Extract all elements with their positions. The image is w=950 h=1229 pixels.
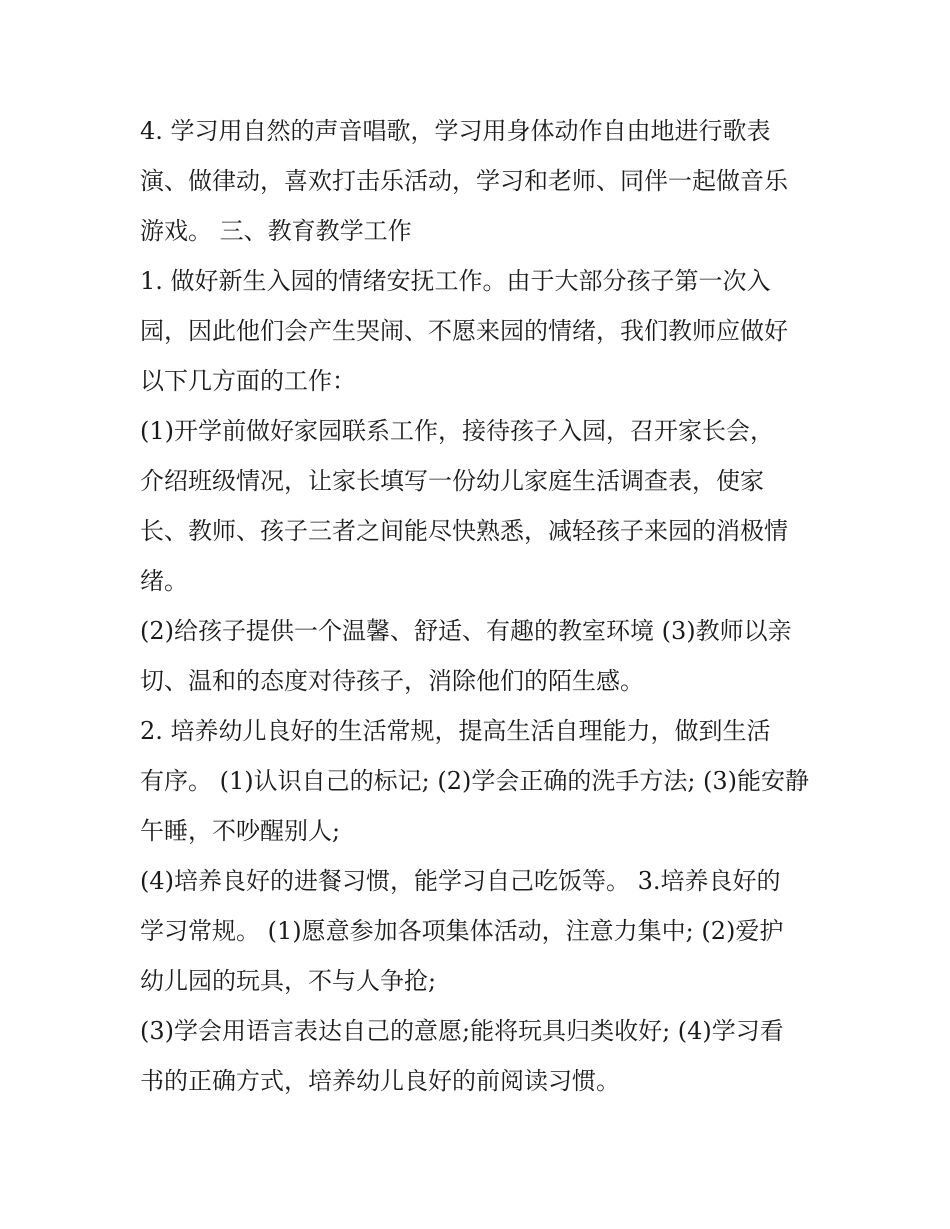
text-line: 2. 培养幼儿良好的生活常规，提高生活自理能力，做到生活 (140, 717, 771, 745)
text-line: 园，因此他们会产生哭闹、不愿来园的情绪，我们教师应做好 (140, 317, 788, 345)
text-line: (1)开学前做好家园联系工作，接待孩子入园，召开家长会， (140, 417, 774, 445)
text-line: 以下几方面的工作： (140, 367, 356, 395)
text-line: 游戏。 三、教育教学工作 (140, 217, 412, 245)
text-line: 有序。 (1)认识自己的标记; (2)学会正确的洗手方法; (3)能安静 (140, 767, 810, 795)
text-line: (4)培养良好的进餐习惯，能学习自己吃饭等。 3.培养良好的 (140, 867, 781, 895)
text-line: 介绍班级情况，让家长填写一份幼儿家庭生活调查表，使家 (140, 467, 764, 495)
text-line: 1. 做好新生入园的情绪安抚工作。由于大部分孩子第一次入 (140, 267, 771, 295)
text-line: (2)给孩子提供一个温馨、舒适、有趣的教室环境 (3)教师以亲 (140, 617, 792, 645)
text-line: 午睡，不吵醒别人; (140, 817, 341, 845)
text-line: 切、温和的态度对待孩子，消除他们的陌生感。 (140, 667, 644, 695)
text-line: 书的正确方式，培养幼儿良好的前阅读习惯。 (140, 1067, 620, 1095)
text-line: 学习常规。 (1)愿意参加各项集体活动，注意力集中; (2)爱护 (140, 917, 784, 945)
text-line: 幼儿园的玩具，不与人争抢; (140, 967, 437, 995)
text-line: 演、做律动，喜欢打击乐活动，学习和老师、同伴一起做音乐 (140, 167, 788, 195)
text-line: 绪。 (140, 567, 188, 595)
document-body (140, 106, 820, 1106)
text-line: 4. 学习用自然的声音唱歌，学习用身体动作自由地进行歌表 (140, 117, 771, 145)
text-line: (3)学会用语言表达自己的意愿;能将玩具归类收好; (4)学习看 (140, 1017, 784, 1045)
text-line: 长、教师、孩子三者之间能尽快熟悉，减轻孩子来园的消极情 (140, 517, 788, 545)
